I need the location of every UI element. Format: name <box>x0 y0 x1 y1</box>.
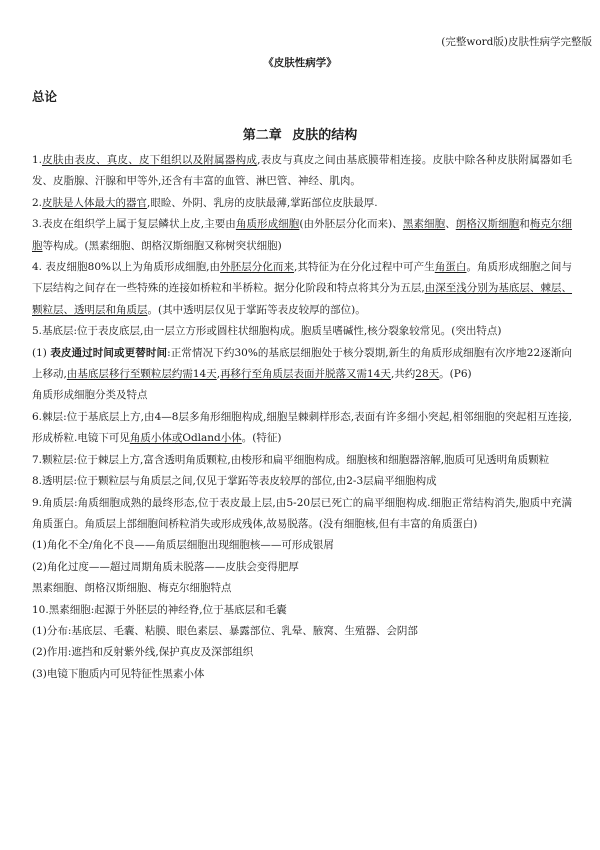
chapter-name: 皮肤的结构 <box>292 128 358 143</box>
paragraph-10: 8.透明层:位于颗粒层与角质层之间,仅见于掌跖等表皮较厚的部位,由2-3层扁平细胞构成 <box>32 475 437 488</box>
paragraph-7: 角质形成细胞分类及特点 <box>32 389 148 402</box>
paragraph-5: 5.基底层:位于表皮底层,由一层立方形或圆柱状细胞构成。胞质呈嗜碱性,核分裂象较常见。(突出特点) <box>32 325 502 338</box>
section-heading: 总论 <box>32 89 58 104</box>
paragraph-3: 3.表皮在组织学上属于复层鳞状上皮,主要由角质形成细胞(由外胚层分化而来)、黑素细胞、朗格汉斯细胞和梅克尔细胞等构成。(黑素细胞、朗格汉斯细胞又称树突状细胞) <box>32 218 573 252</box>
paragraph-13: (2)角化过度——超过周期角质未脱落——皮肤会变得肥厚 <box>32 560 299 573</box>
paragraph-12: (1)角化不全/角化不良——角质层细胞出现细胞核——可形成银屑 <box>32 539 334 552</box>
paragraph-8: 6.棘层:位于基底层上方,由4—8层多角形细胞构成,细胞呈棘刺样形态,表面有许多细小突起,相邻细胞的突起相互连接,形成桥粒.电镜下可见角质小体或Odland小体。(特征) <box>32 410 572 445</box>
chapter-heading <box>0 124 600 143</box>
paragraph-11: 9.角质层:角质细胞成熟的最终形态,位于表皮最上层,由5-20层已死亡的扁平细胞构成.细胞正常结构消失,胞质中充满角质蛋白。角质层上部细胞间桥粒消失或形成残体,故易脱落。(没有细胞核,但有丰富的角质蛋白) <box>32 496 572 530</box>
document-title: 《皮肤性病学》 <box>263 57 337 69</box>
paragraph-2: 2.皮肤是人体最大的器官,眼睑、外阴、乳房的皮肤最薄,掌跖部位皮肤最厚. <box>32 196 378 209</box>
paragraph-15: 10.黑素细胞:起源于外胚层的神经脊,位于基底层和毛囊 <box>32 603 287 616</box>
paragraph-18: (3)电镜下胞质内可见特征性黑素小体 <box>32 667 205 680</box>
paragraph-17: (2)作用:遮挡和反射紫外线,保护真皮及深部组织 <box>32 646 254 659</box>
paragraph-9: 7.颗粒层:位于棘层上方,富含透明角质颗粒,由梭形和扁平细胞构成。细胞核和细胞器溶解,胞质可见透明角质颗粒 <box>32 453 550 466</box>
paragraph-16: (1)分布:基底层、毛囊、粘膜、眼色素层、暴露部位、乳晕、腋窝、生殖器、会阴部 <box>32 624 418 637</box>
paragraph-4: 4. 表皮细胞80%以上为角质形成细胞,由外胚层分化而来,其特征为在分化过程中可产生角蛋白。角质形成细胞之间与下层结构之间存在一些特殊的连接如桥粒和半桥粒。据分化阶段和特点将其分为五层,由深至浅分别为基底层、棘层、颗粒层、透明层和角质层。(其中透明层仅见于掌跖等表皮较厚的部位)。 <box>32 261 573 316</box>
page-header: (完整word版)皮肤性病学完整版 <box>441 36 592 48</box>
paragraph-14: 黑素细胞、朗格汉斯细胞、梅克尔细胞特点 <box>32 582 232 595</box>
paragraph-1: 1.皮肤由表皮、真皮、皮下组织以及附属器构成,表皮与真皮之间由基底膜带相连接。皮肤中除各种皮肤附属器如毛发、皮脂腺、汗腺和甲等外,还含有丰富的血管、淋巴管、神经、肌肉。 <box>32 154 572 188</box>
document-body <box>32 150 572 685</box>
paragraph-6: (1) 表皮通过时间或更替时间:正常情况下约30%的基底层细胞处于核分裂期,新生的角质形成细胞有次序地22逐渐向上移动,由基底层移行至颗粒层约需14天,再移行至角质层表面并脱落又需14天,共约28天。(P6) <box>32 346 572 381</box>
chapter-number: 第二章 <box>242 128 282 143</box>
